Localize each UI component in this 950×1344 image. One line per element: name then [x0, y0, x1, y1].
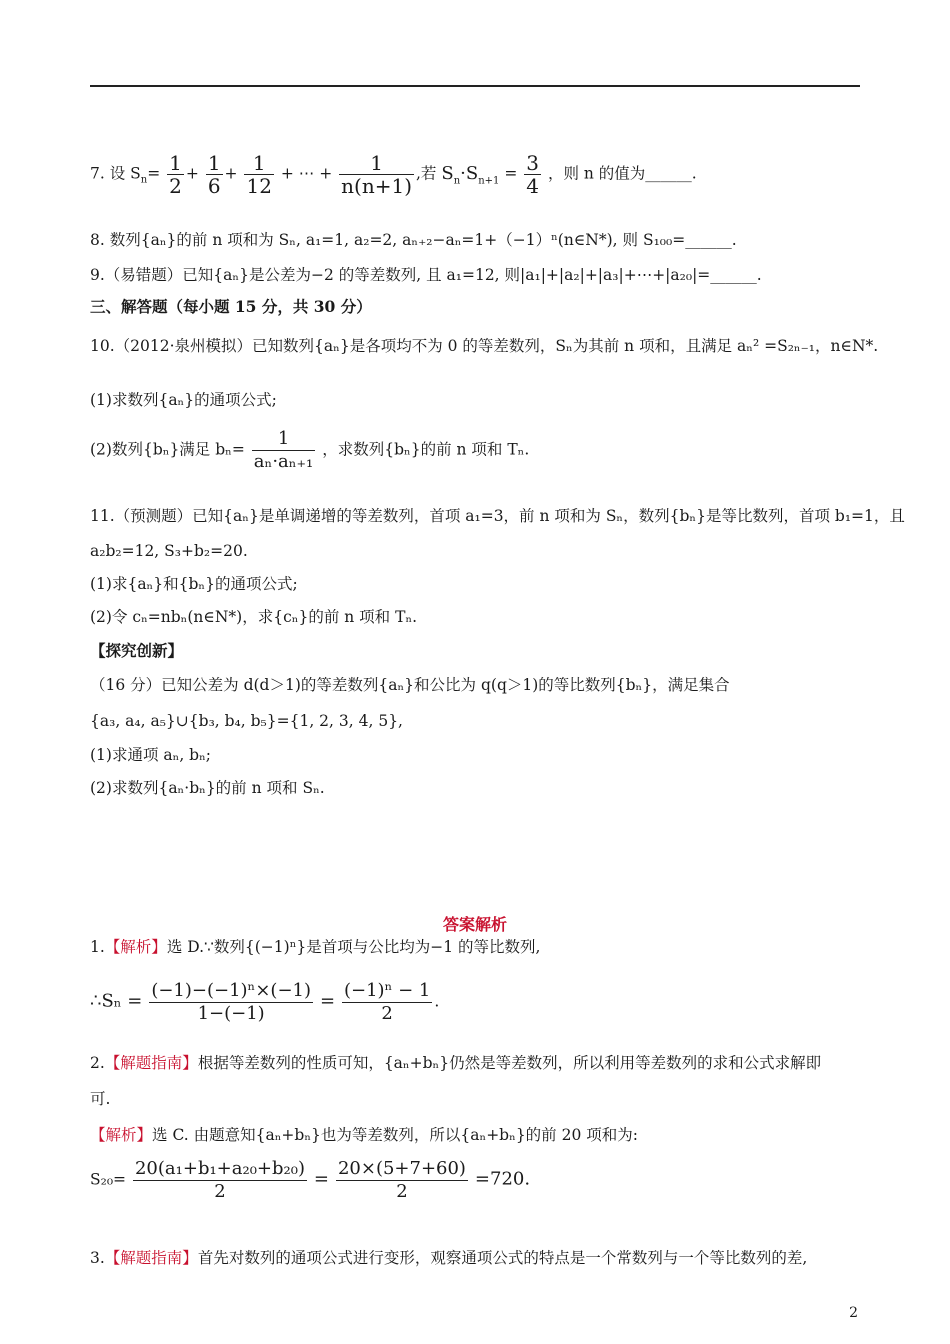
question-11-part-2: (2)令 cₙ=nbₙ(n∈N*)，求{cₙ}的前 n 项和 Tₙ.	[90, 608, 418, 626]
answer-2: 2.【解题指南】根据等差数列的性质可知，{aₙ+bₙ}仍然是等差数列，所以利用等差数列的求和公式求解即	[90, 1054, 822, 1072]
answer-1-formula: ∴Sₙ = $\frac{\text{(−1)−(−1)ⁿ×(−1)}}{1-(-1)}$ = $\frac{\text{(−1)ⁿ − 1}}{2}$ .	[90, 980, 440, 1024]
answer-2-line-2: 可.	[90, 1090, 111, 1108]
page-number: 2	[849, 1305, 858, 1321]
header-rule	[90, 85, 860, 87]
explore-part-2: (2)求数列{aₙ·bₙ}的前 n 项和 Sₙ.	[90, 779, 325, 797]
explore-part-1: (1)求通项 aₙ, bₙ;	[90, 746, 212, 764]
question-11-part-1: (1)求{aₙ}和{bₙ}的通项公式;	[90, 575, 298, 593]
answer-2-solution: 【解析】选 C. 由题意知{aₙ+bₙ}也为等差数列，所以{aₙ+bₙ}的前 20 项和为:	[90, 1126, 638, 1144]
answer-1: 1.【解析】选 D.∵数列{(−1)ⁿ}是首项与公比均为−1 的等比数列,	[90, 938, 541, 956]
answer-2-formula: S₂₀= $\frac{\text{20(a₁+b₁+a₂₀+b₂₀)}}{2}$ = $\frac{20\times(5+7+60)}{2}$ =720.	[90, 1158, 531, 1202]
question-10-part-1: (1)求数列{aₙ}的通项公式;	[90, 391, 277, 409]
explore-heading: 【探究创新】	[90, 641, 184, 660]
section-3-heading: 三、解答题（每小题 15 分，共 30 分）	[90, 297, 372, 316]
question-9: 9.（易错题）已知{aₙ}是公差为−2 的等差数列, 且 a₁=12, 则|a₁|+|a₂|+|a₃|+⋯+|a₂₀|=______.	[90, 266, 762, 284]
explore-question: （16 分）已知公差为 d(d＞1)的等差数列{aₙ}和公比为 q(q＞1)的等比数列{bₙ}，满足集合	[90, 676, 730, 694]
question-8: 8. 数列{aₙ}的前 n 项和为 Sₙ, a₁=1, a₂=2, aₙ₊₂−aₙ=1+（−1）ⁿ(n∈N*), 则 S₁₀₀=______.	[90, 231, 737, 249]
answer-3: 3.【解题指南】首先对数列的通项公式进行变形，观察通项公式的特点是一个常数列与一个等比数列的差,	[90, 1249, 808, 1267]
question-10: 10.（2012·泉州模拟）已知数列{aₙ}是各项均不为 0 的等差数列，Sₙ为其前 n 项和，且满足 aₙ² =S₂ₙ₋₁，n∈N*.	[90, 337, 879, 355]
answers-title: 答案解析	[442, 915, 507, 934]
question-7: 7. 设 $S_n=$ $\frac{1}{2}$ + $\frac{1}{6}$ + $\frac{1}{12}$ + ⋯ + $\frac{1}{n(n+1)}$ ,若 $S_n\cdot S_{n+1}$ = $\frac{3}{4}$ ，则 n 的值为______.	[90, 151, 697, 198]
explore-set-condition: {a₃, a₄, a₅}∪{b₃, b₄, b₅}={1, 2, 3, 4, 5},	[90, 712, 403, 730]
question-10-part-2: (2)数列{bₙ}满足 bₙ= $\frac{1}{\text{aₙ·aₙ₊₁}}$ ，求数列{bₙ}的前 n 项和 Tₙ.	[90, 428, 530, 472]
question-11: 11.（预测题）已知{aₙ}是单调递增的等差数列，首项 a₁=3，前 n 项和为 Sₙ，数列{bₙ}是等比数列，首项 b₁=1，且	[90, 507, 905, 525]
question-11-line-2: a₂b₂=12, S₃+b₂=20.	[90, 542, 248, 560]
